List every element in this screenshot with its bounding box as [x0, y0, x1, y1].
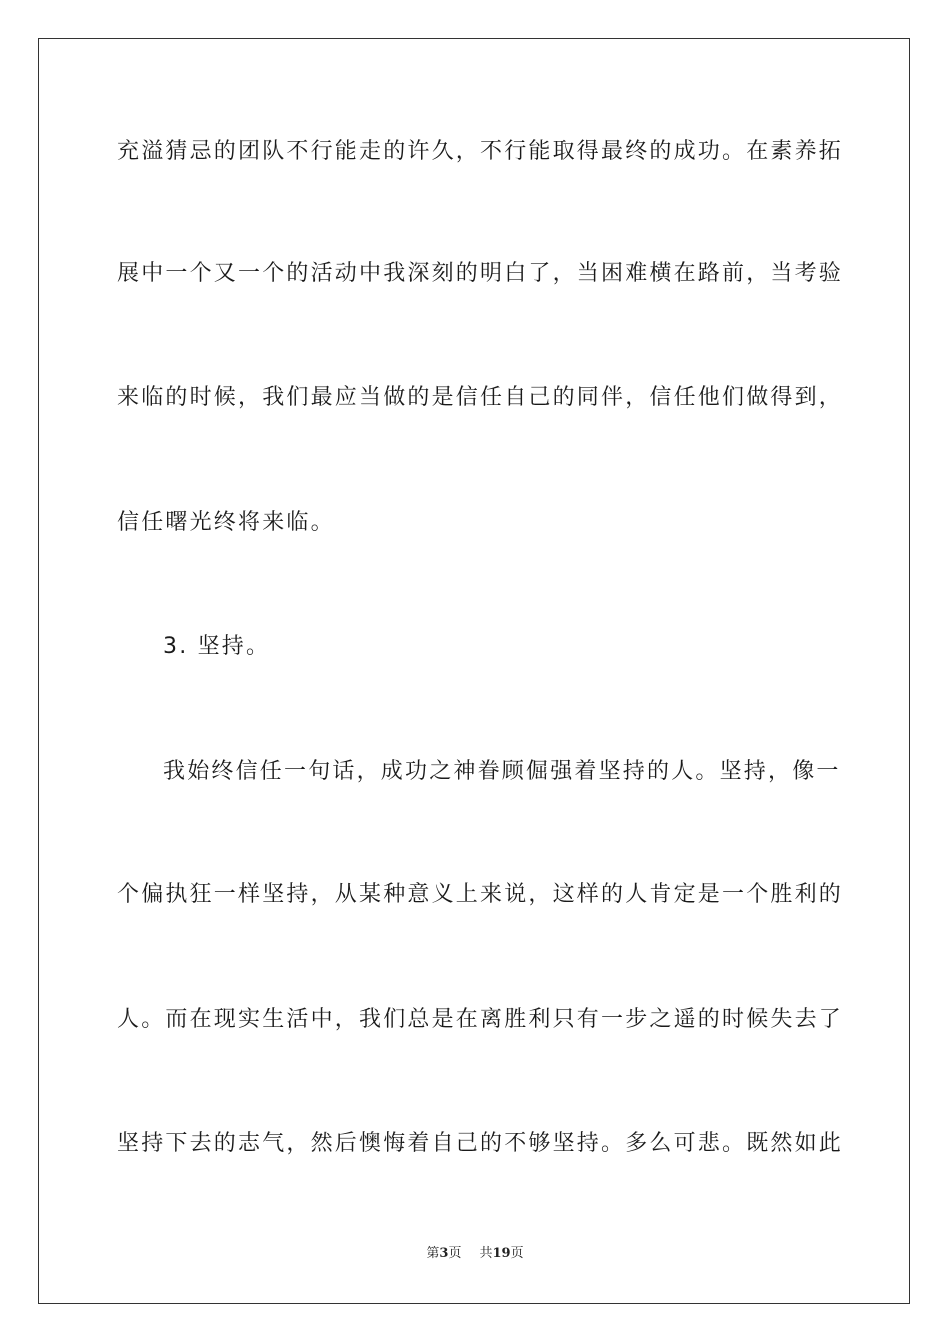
- page-footer: [0, 1245, 950, 1263]
- footer-page-suffix: 页: [448, 1246, 462, 1261]
- text-line: 充溢猜忌的团队不行能走的许久，不行能取得最终的成功。在素养拓: [117, 139, 844, 164]
- text-line: 信任曙光终将来临。: [117, 510, 335, 535]
- text-line: 坚持下去的志气，然后懊悔着自己的不够坚持。多么可悲。既然如此: [117, 1131, 844, 1156]
- text-line: 来临的时候，我们最应当做的是信任自己的同伴，信任他们做得到，: [117, 385, 844, 410]
- section-heading: 3. 坚持。: [163, 634, 271, 659]
- page-border: [38, 38, 910, 1304]
- text-line: 人。而在现实生活中，我们总是在离胜利只有一步之遥的时候失去了: [117, 1007, 844, 1032]
- total-pages: 19: [492, 1246, 511, 1261]
- footer-total-suffix: 页: [510, 1246, 524, 1261]
- text-line: 我始终信任一句话，成功之神眷顾倔强着坚持的人。坚持，像一: [163, 759, 841, 784]
- footer-total-prefix: 共: [479, 1246, 493, 1261]
- page-number: 3: [439, 1246, 449, 1261]
- text-line: 个偏执狂一样坚持，从某种意义上来说，这样的人肯定是一个胜利的: [117, 882, 844, 907]
- text-line: 展中一个又一个的活动中我深刻的明白了，当困难横在路前，当考验: [117, 261, 844, 286]
- footer-prefix: 第: [426, 1246, 440, 1261]
